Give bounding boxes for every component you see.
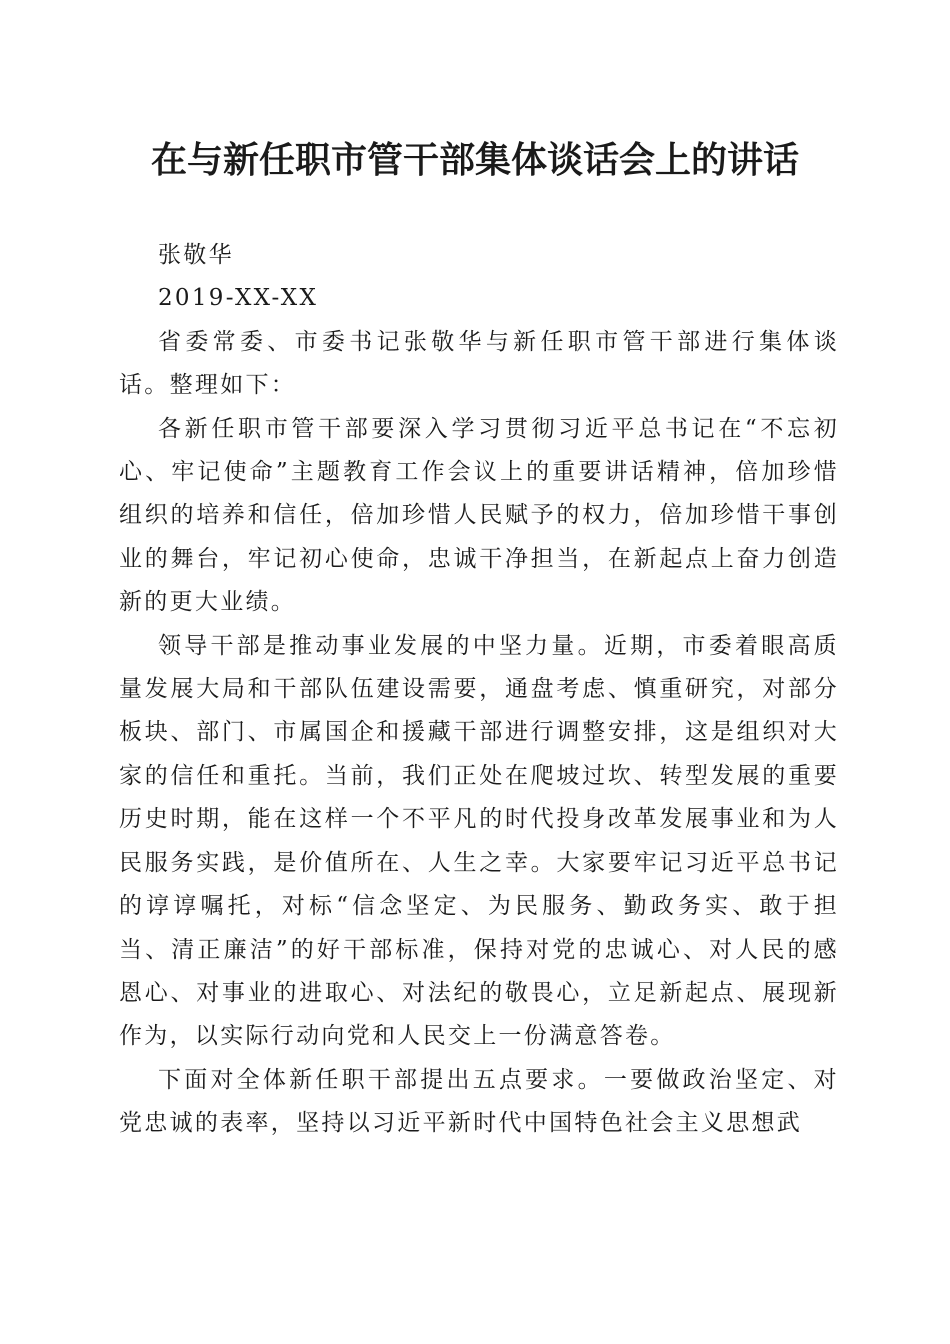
paragraph: 省委常委、市委书记张敬华与新任职市管干部进行集体谈话。整理如下： xyxy=(119,328,839,399)
date-line: 2019-XX-XX xyxy=(158,285,319,312)
document-body xyxy=(119,234,839,1146)
paragraph: 下面对全体新任职干部提出五点要求。一要做政治坚定、对党忠诚的表率，坚持以习近平新时代中国特色社会主义思想武 xyxy=(119,1066,839,1137)
author-line: 张敬华 xyxy=(158,242,234,268)
document-title: 在与新任职市管干部集体谈话会上的讲话 xyxy=(150,139,799,181)
paragraph: 领导干部是推动事业发展的中坚力量。近期，市委着眼高质量发展大局和干部队伍建设需要，通盘考虑、慎重研究，对部分板块、部门、市属国企和援藏干部进行调整安排，这是组织对大家的信任和重托。当前，我们正处在爬坡过坎、转型发展的重要历史时期，能在这样一个不平凡的时代投身改革发展事业和为人民服务实践，是价值所在、人生之幸。大家要牢记习近平总书记的谆谆嘱托，对标“信念坚定、为民服务、勤政务实、敢于担当、清正廉洁”的好干部标准，保持对党的忠诚心、对人民的感恩心、对事业的进取心、对法纪的敬畏心，立足新起点、展现新作为，以实际行动向党和人民交上一份满意答卷。 xyxy=(119,632,839,1050)
paragraph: 各新任职市管干部要深入学习贯彻习近平总书记在“不忘初心、牢记使命”主题教育工作会议上的重要讲话精神，倍加珍惜组织的培养和信任，倍加珍惜人民赋予的权力，倍加珍惜干事创业的舞台，牢记初心使命，忠诚干净担当，在新起点上奋力创造新的更大业绩。 xyxy=(119,415,839,616)
